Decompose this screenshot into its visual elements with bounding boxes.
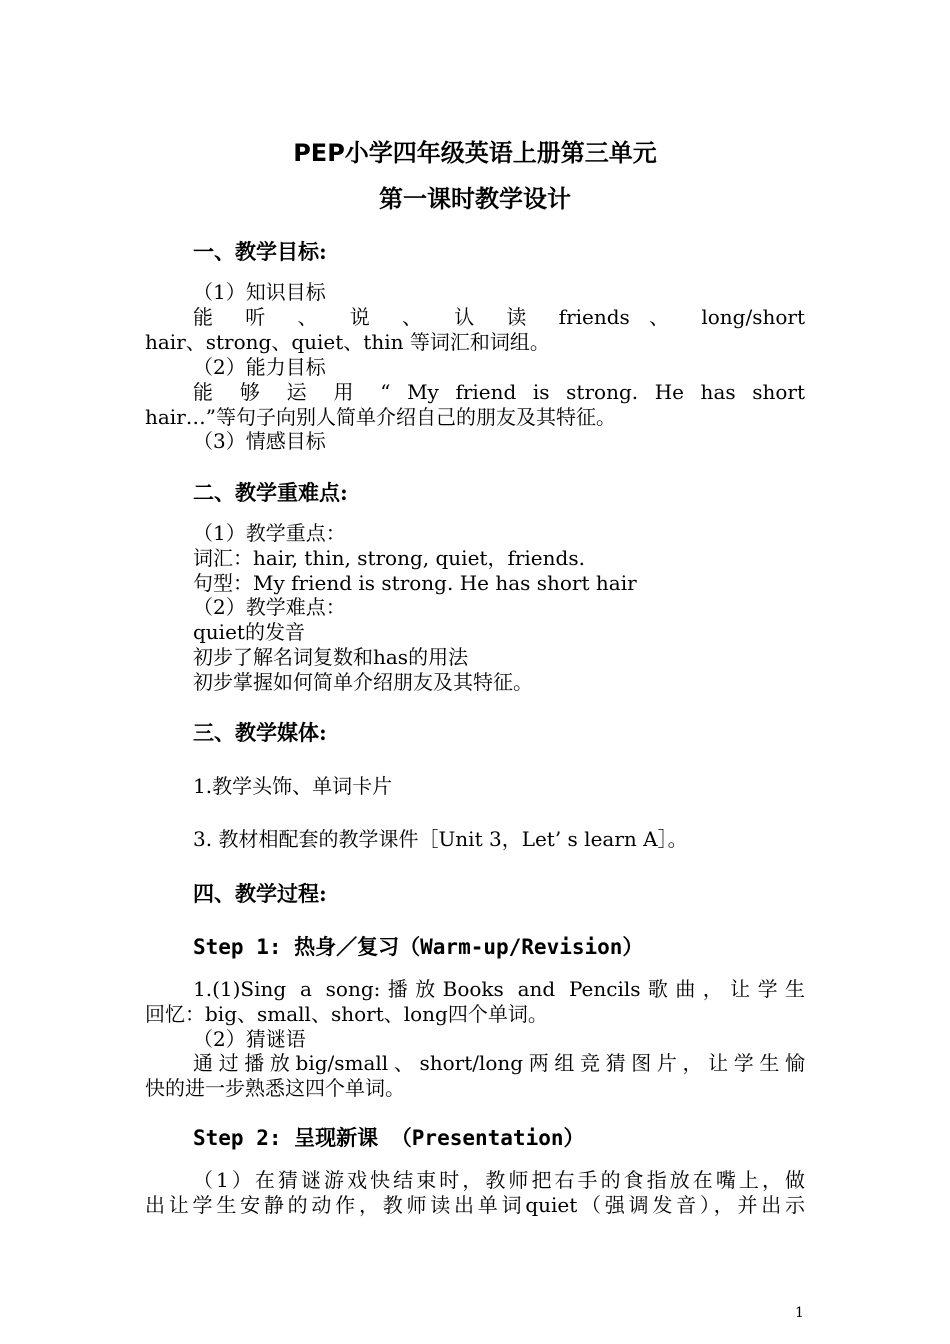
text-line: 能 听 、 说 、 认 读 friends 、 long/short bbox=[193, 305, 805, 329]
text-line: 句型：My friend is strong. He has short hair bbox=[193, 571, 637, 595]
text-line: （1）在猜谜游戏快结束时，教师把右手的食指放在嘴上，做 bbox=[193, 1168, 805, 1192]
text-line: hair…”等句子向别人简单介绍自己的朋友及其特征。 bbox=[145, 405, 616, 429]
page-number: 1 bbox=[795, 1305, 804, 1321]
document-title-line2: 第一课时教学设计 bbox=[379, 185, 571, 213]
section-heading-key-points: 二、教学重难点: bbox=[193, 480, 348, 505]
text-line: 初步了解名词复数和has的用法 bbox=[193, 645, 469, 669]
section-heading-media: 三、教学媒体: bbox=[193, 720, 327, 745]
text-line: 快的进一步熟悉这四个单词。 bbox=[145, 1076, 405, 1100]
text-line: 初步掌握如何简单介绍朋友及其特征。 bbox=[193, 670, 533, 694]
text-line: quiet的发音 bbox=[193, 620, 305, 644]
section-heading-objectives: 一、教学目标: bbox=[193, 239, 327, 264]
text-line: （2）能力目标 bbox=[193, 355, 326, 379]
text-line: hair、strong、quiet、thin 等词汇和词组。 bbox=[145, 330, 550, 354]
text-line: （2）猜谜语 bbox=[193, 1027, 306, 1051]
document-title-line1: PEP小学四年级英语上册第三单元 bbox=[293, 139, 657, 167]
text-line: 通过播放big/small、short/long两组竞猜图片，让学生愉 bbox=[193, 1051, 805, 1075]
text-line: 1.(1)Sing a song:播放Books and Pencils歌曲，让学生 bbox=[193, 977, 805, 1001]
text-line: 3. 教材相配套的教学课件［Unit 3，Let’ s learn A］。 bbox=[193, 827, 688, 851]
text-line: （1）教学重点： bbox=[193, 521, 346, 545]
text-line: 回忆：big、small、short、long四个单词。 bbox=[145, 1002, 548, 1026]
text-line: 出让学生安静的动作，教师读出单词quiet（强调发音），并出示 bbox=[145, 1193, 805, 1217]
text-line: 能 够 运 用 “ My friend is strong. He has short bbox=[193, 380, 805, 404]
text-line: 1.教学头饰、单词卡片 bbox=[193, 774, 393, 798]
step1-heading: Step 1: 热身／复习（Warm-up/Revision） bbox=[193, 935, 644, 959]
text-line: 词汇：hair, thin, strong, quiet，friends. bbox=[193, 546, 585, 570]
step2-heading: Step 2: 呈现新课 （Presentation） bbox=[193, 1126, 585, 1150]
section-heading-process: 四、教学过程: bbox=[193, 881, 327, 906]
text-line: （1）知识目标 bbox=[193, 280, 326, 304]
text-line: （2）教学难点： bbox=[193, 595, 346, 619]
text-line: （3）情感目标 bbox=[193, 429, 326, 453]
